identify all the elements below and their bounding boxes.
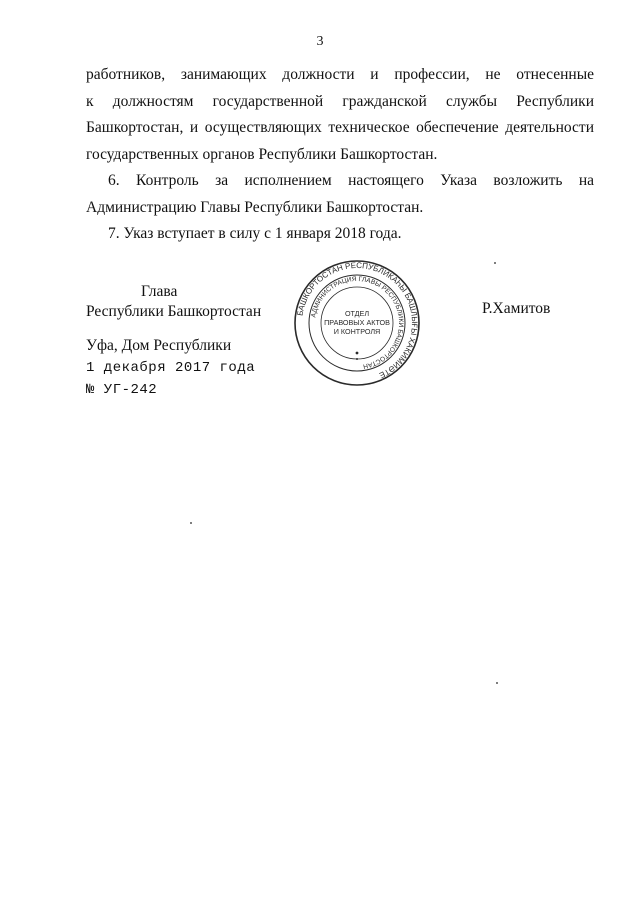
scan-speck: [494, 262, 496, 264]
paragraph-line: к должностям государственной гражданской службы Республики: [86, 92, 594, 110]
seal-center-line3: И КОНТРОЛЯ: [333, 327, 381, 336]
scan-speck: [496, 682, 498, 684]
seal-inner-text: АДМИНИСТРАЦИЯ ГЛАВЫ РЕСПУБЛИКИ БАШКОРТОСТАН: [310, 275, 405, 370]
seal-dot: [356, 352, 359, 355]
official-seal-graphic: [292, 258, 422, 388]
paragraph-line: государственных органов Республики Башкортостан.: [86, 145, 438, 163]
paragraph-line: работников, занимающих должности и профессии, не отнесенные: [86, 66, 594, 83]
page-number: 3: [316, 34, 324, 49]
signatory-title-line2: Республики Башкортостан: [86, 303, 262, 320]
signatory-name: Р.Хамитов: [482, 300, 551, 317]
scan-speck: [190, 522, 192, 524]
decree-date: 1 декабря 2017 года: [86, 360, 256, 376]
official-seal: [292, 258, 422, 388]
paragraph-line: Администрацию Главы Республики Башкортостан.: [86, 198, 424, 216]
signatory-title-line1: Глава: [141, 283, 178, 300]
seal-dot: [356, 358, 358, 360]
paragraph-line: 7. Указ вступает в силу с 1 января 2018 года.: [108, 225, 402, 242]
decree-number: № УГ-242: [86, 382, 158, 398]
paragraph-line: 6. Контроль за исполнением настоящего Указа возложить на: [108, 172, 594, 189]
place-of-signing: Уфа, Дом Республики: [86, 337, 232, 354]
document-body: [86, 62, 594, 248]
seal-outer-text: БАШКОРТОСТАН РЕСПУБЛИКАҺЫ БАШЛЫҒЫ ХАКИМИӘТЕ: [295, 260, 420, 380]
seal-center-line2: ПРАВОВЫХ АКТОВ: [324, 318, 390, 327]
paragraph-line: Башкортостан, и осуществляющих техническое обеспечение деятельности: [86, 119, 594, 136]
seal-center-line1: ОТДЕЛ: [344, 309, 370, 318]
signatory-title: [86, 282, 261, 322]
